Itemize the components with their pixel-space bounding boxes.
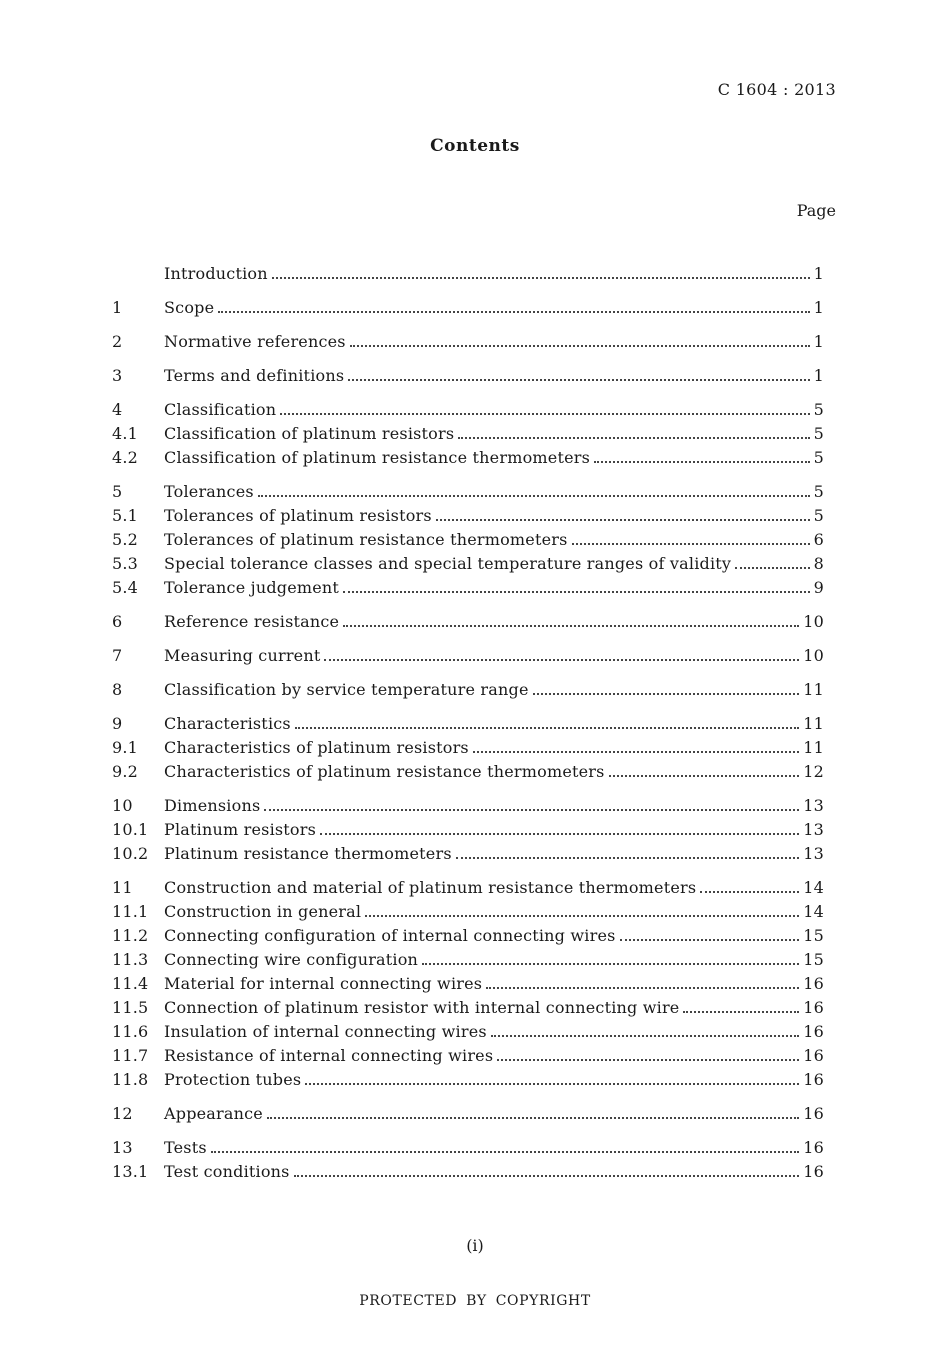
toc-page-number: 1 <box>813 264 824 283</box>
toc-page-number: 13 <box>803 820 824 839</box>
toc-group <box>112 262 824 286</box>
toc-section-title: Material for internal connecting wires <box>164 974 483 993</box>
toc-entry[interactable] <box>112 480 824 504</box>
toc-section-title: Characteristics of platinum resistors <box>164 738 469 757</box>
toc-section-number: 11.1 <box>112 902 149 921</box>
toc-section-number: 11.2 <box>112 926 149 945</box>
toc-page-number: 14 <box>803 902 824 921</box>
toc-entry[interactable] <box>112 1102 824 1126</box>
toc-entry[interactable] <box>112 842 824 866</box>
toc-entry[interactable] <box>112 924 824 948</box>
toc-entry[interactable] <box>112 996 824 1020</box>
toc-section-number: 12 <box>112 1104 133 1123</box>
toc-entry[interactable] <box>112 1068 824 1092</box>
dot-leader <box>264 808 799 811</box>
toc-section-number: 9.2 <box>112 762 139 781</box>
toc-section-title: Tolerances of platinum resistors <box>164 506 432 525</box>
toc-section-number: 10 <box>112 796 133 815</box>
toc-section-number: 11.6 <box>112 1022 149 1041</box>
toc-page-number: 5 <box>813 482 824 501</box>
toc-page-number: 11 <box>803 738 824 757</box>
toc-group <box>112 678 824 702</box>
copyright-notice: PROTECTED BY COPYRIGHT <box>359 1293 591 1309</box>
toc-section-number: 6 <box>112 612 123 631</box>
toc-section-number: 2 <box>112 332 123 351</box>
toc-entry[interactable] <box>112 712 824 736</box>
toc-section-title: Construction and material of platinum resistance thermometers <box>164 878 697 897</box>
toc-section-number: 11.4 <box>112 974 149 993</box>
toc-section-title: Classification of platinum resistors <box>164 424 455 443</box>
toc-page-number: 9 <box>813 578 824 597</box>
dot-leader <box>211 1150 799 1153</box>
toc-section-title: Test conditions <box>164 1162 290 1181</box>
dot-leader <box>295 726 799 729</box>
toc-page-number: 13 <box>803 796 824 815</box>
toc-section-title: Special tolerance classes and special temperature ranges of validity <box>164 554 732 573</box>
dot-leader <box>305 1082 799 1085</box>
toc-group <box>112 644 824 668</box>
dot-leader <box>572 542 810 545</box>
toc-entry[interactable] <box>112 948 824 972</box>
toc-page-number: 15 <box>803 926 824 945</box>
dot-leader <box>491 1034 799 1037</box>
toc-section-number: 4.2 <box>112 448 139 467</box>
toc-section-number: 11 <box>112 878 133 897</box>
toc-page-number: 13 <box>803 844 824 863</box>
toc-group <box>112 364 824 388</box>
toc-group <box>112 610 824 634</box>
toc-entry[interactable] <box>112 398 824 422</box>
dot-leader <box>272 276 810 279</box>
toc-section-title: Classification <box>164 400 277 419</box>
toc-section-title: Dimensions <box>164 796 261 815</box>
toc-entry[interactable] <box>112 296 824 320</box>
toc-section-number: 10.1 <box>112 820 149 839</box>
dot-leader <box>280 412 809 415</box>
toc-section-title: Tolerances of platinum resistance thermometers <box>164 530 568 549</box>
dot-leader <box>609 774 800 777</box>
dot-leader <box>458 436 809 439</box>
dot-leader <box>324 658 799 661</box>
toc-entry[interactable] <box>112 422 824 446</box>
dot-leader <box>486 986 799 989</box>
toc-page-number: 16 <box>803 974 824 993</box>
dot-leader <box>343 624 799 627</box>
page-number: (i) <box>466 1236 484 1255</box>
toc-entry[interactable] <box>112 262 824 286</box>
dot-leader <box>218 310 809 313</box>
toc-group <box>112 480 824 600</box>
toc-section-number: 10.2 <box>112 844 149 863</box>
toc-section-title: Protection tubes <box>164 1070 302 1089</box>
toc-section-title: Reference resistance <box>164 612 340 631</box>
dot-leader <box>620 938 800 941</box>
dot-leader <box>497 1058 799 1061</box>
toc-entry[interactable] <box>112 794 824 818</box>
toc-section-number: 5.4 <box>112 578 139 597</box>
toc-entry[interactable] <box>112 818 824 842</box>
page-column-label: Page <box>796 201 836 220</box>
toc-section-number: 11.7 <box>112 1046 149 1065</box>
toc-entry[interactable] <box>112 678 824 702</box>
toc-group <box>112 398 824 470</box>
dot-leader <box>320 832 799 835</box>
toc-entry[interactable] <box>112 1136 824 1160</box>
toc-section-title: Insulation of internal connecting wires <box>164 1022 487 1041</box>
toc-section-title: Connecting configuration of internal connecting wires <box>164 926 616 945</box>
toc-section-number: 7 <box>112 646 123 665</box>
toc-page-number: 14 <box>803 878 824 897</box>
toc-page-number: 6 <box>813 530 824 549</box>
dot-leader <box>436 518 810 521</box>
toc-page-number: 12 <box>803 762 824 781</box>
dot-leader <box>456 856 799 859</box>
toc-section-title: Appearance <box>164 1104 263 1123</box>
toc-page-number: 5 <box>813 506 824 525</box>
toc-section-number: 11.8 <box>112 1070 149 1089</box>
toc-section-title: Characteristics <box>164 714 291 733</box>
toc-group <box>112 712 824 784</box>
dot-leader <box>343 590 810 593</box>
dot-leader <box>258 494 810 497</box>
toc-section-title: Classification of platinum resistance thermometers <box>164 448 590 467</box>
toc-page-number: 16 <box>803 998 824 1017</box>
toc-section-number: 5.3 <box>112 554 139 573</box>
dot-leader <box>294 1174 800 1177</box>
toc-entry[interactable] <box>112 504 824 528</box>
dot-leader <box>735 566 809 569</box>
toc-section-number: 11.3 <box>112 950 149 969</box>
toc-section-title: Tests <box>164 1138 207 1157</box>
toc-section-title: Construction in general <box>164 902 362 921</box>
toc-section-title: Normative references <box>164 332 346 351</box>
toc-entry[interactable] <box>112 528 824 552</box>
toc-page-number: 16 <box>803 1104 824 1123</box>
toc-section-title: Introduction <box>164 264 268 283</box>
dot-leader <box>365 914 799 917</box>
dot-leader <box>422 962 799 965</box>
dot-leader <box>350 344 810 347</box>
dot-leader <box>594 460 810 463</box>
toc-section-number: 8 <box>112 680 123 699</box>
page-title: Contents <box>430 136 520 156</box>
toc-page-number: 11 <box>803 714 824 733</box>
toc-entry[interactable] <box>112 1044 824 1068</box>
toc-entry[interactable] <box>112 1020 824 1044</box>
toc-section-number: 13.1 <box>112 1162 149 1181</box>
toc-section-number: 3 <box>112 366 123 385</box>
toc-group <box>112 1102 824 1126</box>
toc-section-title: Tolerances <box>164 482 254 501</box>
toc-section-number: 5.2 <box>112 530 139 549</box>
toc-group <box>112 876 824 1092</box>
toc-page-number: 8 <box>813 554 824 573</box>
toc-entry[interactable] <box>112 900 824 924</box>
toc-section-number: 4.1 <box>112 424 139 443</box>
toc-entry[interactable] <box>112 330 824 354</box>
toc-section-number: 1 <box>112 298 123 317</box>
toc-page-number: 1 <box>813 332 824 351</box>
toc-page-number: 5 <box>813 448 824 467</box>
toc-section-title: Measuring current <box>164 646 321 665</box>
toc-section-title: Classification by service temperature range <box>164 680 529 699</box>
dot-leader <box>700 890 799 893</box>
toc-page-number: 16 <box>803 1162 824 1181</box>
toc-group <box>112 330 824 354</box>
dot-leader <box>683 1010 799 1013</box>
table-of-contents <box>112 262 824 1194</box>
toc-group <box>112 794 824 866</box>
toc-page-number: 5 <box>813 424 824 443</box>
toc-entry[interactable] <box>112 552 824 576</box>
toc-page-number: 16 <box>803 1046 824 1065</box>
toc-section-number: 5 <box>112 482 123 501</box>
toc-page-number: 16 <box>803 1022 824 1041</box>
toc-page-number: 1 <box>813 298 824 317</box>
toc-entry[interactable] <box>112 644 824 668</box>
toc-entry[interactable] <box>112 760 824 784</box>
toc-section-number: 4 <box>112 400 123 419</box>
toc-entry[interactable] <box>112 972 824 996</box>
toc-group <box>112 296 824 320</box>
toc-section-title: Resistance of internal connecting wires <box>164 1046 494 1065</box>
toc-entry[interactable] <box>112 364 824 388</box>
toc-page-number: 15 <box>803 950 824 969</box>
document-code: C 1604 : 2013 <box>717 80 836 99</box>
toc-section-title: Connecting wire configuration <box>164 950 419 969</box>
toc-entry[interactable] <box>112 446 824 470</box>
toc-page-number: 1 <box>813 366 824 385</box>
toc-section-title: Platinum resistance thermometers <box>164 844 452 863</box>
toc-section-title: Tolerance judgement <box>164 578 340 597</box>
toc-page-number: 11 <box>803 680 824 699</box>
dot-leader <box>267 1116 799 1119</box>
toc-section-title: Terms and definitions <box>164 366 345 385</box>
toc-section-number: 5.1 <box>112 506 139 525</box>
toc-entry[interactable] <box>112 736 824 760</box>
toc-page-number: 5 <box>813 400 824 419</box>
toc-section-number: 9 <box>112 714 123 733</box>
dot-leader <box>348 378 809 381</box>
toc-entry[interactable] <box>112 610 824 634</box>
toc-page-number: 10 <box>803 612 824 631</box>
toc-section-title: Scope <box>164 298 215 317</box>
dot-leader <box>533 692 800 695</box>
toc-section-number: 9.1 <box>112 738 139 757</box>
toc-section-number: 11.5 <box>112 998 149 1017</box>
toc-entry[interactable] <box>112 876 824 900</box>
toc-section-number: 13 <box>112 1138 133 1157</box>
toc-section-title: Connection of platinum resistor with internal connecting wire <box>164 998 680 1017</box>
dot-leader <box>473 750 799 753</box>
toc-page-number: 10 <box>803 646 824 665</box>
toc-entry[interactable] <box>112 576 824 600</box>
toc-section-title: Characteristics of platinum resistance thermometers <box>164 762 605 781</box>
toc-page-number: 16 <box>803 1070 824 1089</box>
toc-group <box>112 1136 824 1184</box>
toc-section-title: Platinum resistors <box>164 820 317 839</box>
toc-page-number: 16 <box>803 1138 824 1157</box>
toc-entry[interactable] <box>112 1160 824 1184</box>
